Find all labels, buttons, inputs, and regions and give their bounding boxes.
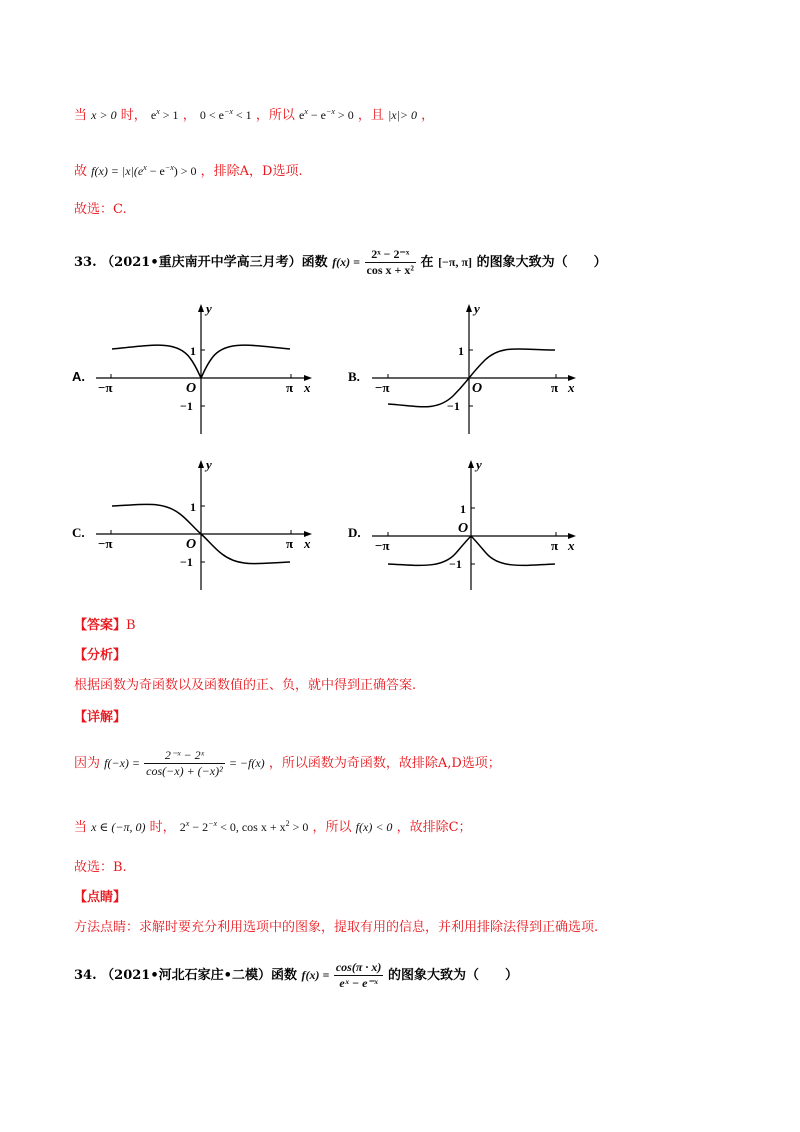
option-a-x-label: x [304, 380, 311, 395]
analysis-text: 根据函数为奇函数以及函数值的正、负，就中得到正确答案. [74, 678, 417, 693]
option-c-pi-label: π [286, 536, 294, 551]
option-c-graph[interactable] [72, 456, 322, 600]
option-a-label: A. [72, 369, 85, 384]
answer-tag: 【答案】 [74, 618, 127, 633]
prev-solution-conclusion: 故选：C. [74, 202, 127, 217]
option-a-y-label: y [206, 301, 212, 316]
option-d-graph[interactable] [348, 456, 598, 600]
option-a-origin-label: O [186, 381, 197, 396]
option-b-neg-one-label: −1 [447, 399, 460, 413]
option-a-graph[interactable] [72, 300, 322, 444]
option-d-pi-label: π [551, 538, 559, 553]
answer-value: B [126, 618, 136, 633]
option-b-origin-label: O [472, 381, 483, 396]
prev-solution-line-2: 故 $f(x) = |x|(e^x - e^{-x}) > 0$ ，排除A，D选项. [74, 163, 303, 179]
option-d-neg-one-label: −1 [449, 557, 462, 571]
comment-text: 方法点睛：求解时要充分利用选项中的图象，提取有用的信息，并利用排除法得到正确选项. [74, 920, 599, 935]
option-d-neg-pi-label: −π [375, 538, 390, 553]
option-b-one-label: 1 [458, 344, 464, 358]
option-c-y-label: y [206, 457, 212, 472]
detail-line-2: 当 x ∈ (−π, 0) 时， $2^x - 2^{-x} < 0$, $\cos x + x^2 > 0$ ，所以 f(x) < 0 ，故排除C； [74, 819, 472, 835]
option-b-graph[interactable] [348, 300, 598, 444]
option-c-origin-label: O [186, 537, 197, 552]
option-d-y-label: y [476, 457, 482, 472]
option-c-neg-one-label: −1 [180, 555, 193, 569]
option-a-pi-label: π [286, 380, 294, 395]
option-d-origin-label: O [458, 521, 469, 536]
option-b-x-label: x [568, 380, 575, 395]
question-34-stem: 34. （2021•河北石家庄•二模）函数 f(x) = $\frac{\cos(\pi \cdot x)}{\text{eˣ − e⁻ˣ}}$ 的图象大致为（ ） [74, 960, 518, 990]
detail-line-1: 因为 f(−x) = $\frac{\text{2⁻ˣ − 2ˣ}}{\text{cos(−x) + (−x)²}}$ = −f(x) ，所以函数为奇函数，故排除A,D选项； [74, 748, 501, 778]
option-b-pi-label: π [551, 380, 559, 395]
detail-fraction: $\frac{\text{2⁻ˣ − 2ˣ}}{\text{cos(−x) + (−x)²}}$ [146, 748, 223, 778]
option-a-neg-one-label: −1 [180, 399, 193, 413]
detail-conclusion: 故选：B. [74, 860, 127, 875]
option-c-label: C. [72, 525, 85, 540]
option-b-neg-pi-label: −π [375, 380, 390, 395]
option-c-neg-pi-label: −π [98, 536, 113, 551]
option-d-label: D. [348, 525, 361, 540]
question-33-stem: 33. （2021•重庆南开中学高三月考）函数 f(x) = $\frac{\text{2ˣ − 2⁻ˣ}}{\text{cos x + x²}}$ 在 [−π, π] 的图象大致为（ ） [74, 247, 607, 277]
comment-tag: 【点睛】 [74, 890, 127, 905]
detail-tag: 【详解】 [74, 710, 127, 725]
q34-function-fraction: $\frac{\cos(\pi \cdot x)}{\text{eˣ − e⁻ˣ}}$ [335, 960, 382, 990]
option-a-neg-pi-label: −π [98, 380, 113, 395]
option-a-one-label: 1 [190, 344, 196, 358]
q33-function-fraction: $\frac{\text{2ˣ − 2⁻ˣ}}{\text{cos x + x²}}$ [366, 247, 414, 277]
option-c-x-label: x [304, 536, 311, 551]
option-b-y-label: y [474, 301, 480, 316]
analysis-tag: 【分析】 [74, 648, 127, 663]
option-d-one-label: 1 [460, 502, 466, 516]
option-b-label: B. [348, 369, 360, 384]
option-d-x-label: x [568, 538, 575, 553]
answer-line [74, 616, 136, 636]
prev-solution-line-1: 当 x > 0 时， $e^x > 1$ ， $0 < e^{-x} < 1$ ，所以 $e^x - e^{-x} > 0$ ，且 |x|> 0 ， [74, 107, 435, 123]
option-c-one-label: 1 [190, 500, 196, 514]
